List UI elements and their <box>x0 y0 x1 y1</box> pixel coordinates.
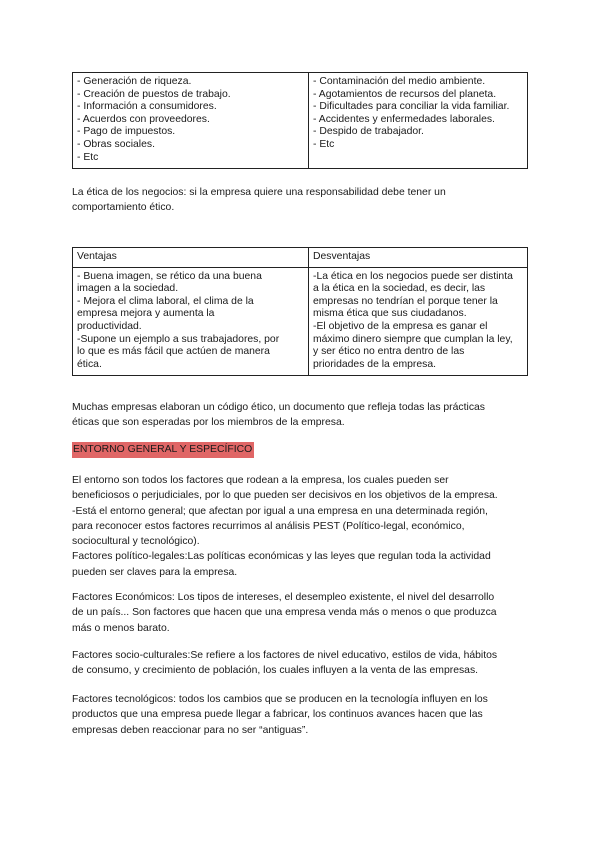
environment-paragraph <box>72 473 532 580</box>
text-line: empresa mejora y aumenta la <box>77 308 215 320</box>
text-line: -Supone un ejemplo a sus trabajadores, por <box>77 333 280 345</box>
text-line: empresas no tendrían el porque tener la <box>313 295 498 307</box>
text-line: empresas deben reaccionar para no ser “antiguas”. <box>72 724 309 736</box>
text-line: sociocultural y tecnológico). <box>72 536 200 548</box>
text-line: ética. <box>77 358 102 370</box>
text-line: pueden ser claves para la empresa. <box>72 566 238 578</box>
text-line: comportamiento ético. <box>72 202 175 214</box>
text-line: - Buena imagen, se rético da una buena <box>77 270 262 282</box>
negative-impacts-cell <box>309 73 528 169</box>
disadvantages-cell <box>309 267 528 376</box>
list-item: - Contaminación del medio ambiente. <box>313 76 486 87</box>
text-line: éticas que son esperadas por los miembros de la empresa. <box>72 417 345 429</box>
text-line: -Está el entorno general; que afectan por igual a una empresa en una determinada región, <box>72 505 488 517</box>
list-item: - Generación de riqueza. <box>77 76 192 87</box>
ethics-paragraph <box>72 185 532 216</box>
section-heading: ENTORNO GENERAL Y ESPECÍFICO <box>72 442 254 458</box>
sociocultural-factors-paragraph <box>72 648 532 679</box>
text-line: imagen a la sociedad. <box>77 283 179 295</box>
text-line: -El objetivo de la empresa es ganar el <box>313 320 488 332</box>
text-line: prioridades de la empresa. <box>313 358 437 370</box>
text-line: lo que es más fácil que actúen de manera <box>77 346 270 358</box>
text-line: a la ética en la sociedad, es decir, las <box>313 283 486 295</box>
table-header-row <box>73 248 528 268</box>
text-line: Factores político-legales:Las políticas económicas y las leyes que regulan toda la actividad <box>72 551 491 563</box>
code-paragraph <box>72 400 532 431</box>
text-line: de un país... Son factores que hacen que una empresa venda más o menos o que produzca <box>72 607 497 619</box>
text-line: misma ética que sus ciudadanos. <box>313 308 467 320</box>
economic-factors-paragraph <box>72 590 532 636</box>
text-line: Factores socio-culturales:Se refiere a los factores de nivel educativo, estilos de vida, hábitos <box>72 650 498 661</box>
text-line: Factores tecnológicos: todos los cambios que se producen en la tecnología influyen en los <box>72 694 488 705</box>
text-line: y ser ético no entra dentro de las <box>313 346 465 358</box>
text-line: La ética de los negocios: si la empresa quiere una responsabilidad debe tener un <box>72 187 446 198</box>
list-item: - Agotamientos de recursos del planeta. <box>313 88 497 100</box>
text-line: de consumo, y crecimiento de población, los cuales influyen a la venta de las empresas. <box>72 665 479 677</box>
list-item: - Etc <box>313 138 335 150</box>
impacts-table <box>72 72 528 169</box>
text-line: para reconocer estos factores recurrimos al análisis PEST (Político-legal, económico, <box>72 520 465 532</box>
table-row <box>73 267 528 376</box>
list-item: - Etc <box>77 151 99 163</box>
list-item: - Despido de trabajador. <box>313 126 424 138</box>
header-disadvantages: Desventajas <box>309 248 528 268</box>
list-item: - Obras sociales. <box>77 138 155 150</box>
text-line: El entorno son todos los factores que rodean a la empresa, los cuales pueden ser <box>72 475 449 486</box>
table-row <box>73 73 528 169</box>
list-item: - Dificultades para conciliar la vida familiar. <box>313 101 510 113</box>
list-item: - Pago de impuestos. <box>77 126 176 138</box>
text-line: productividad. <box>77 320 142 332</box>
text-line: beneficiosos o perjudiciales, por lo que pueden ser decisivos en los objetivos de la empresa. <box>72 490 498 502</box>
text-line: - Mejora el clima laboral, el clima de la <box>77 295 254 307</box>
positive-impacts-cell <box>73 73 309 169</box>
advantages-cell <box>73 267 309 376</box>
text-line: Muchas empresas elaboran un código ético, un documento que refleja todas las prácticas <box>72 402 485 413</box>
text-line: Factores Económicos: Los tipos de intereses, el desempleo existente, el nivel del desarrollo <box>72 592 495 603</box>
pros-cons-table <box>72 247 528 376</box>
text-line: más o menos barato. <box>72 622 170 634</box>
list-item: - Creación de puestos de trabajo. <box>77 88 231 100</box>
text-line: -La ética en los negocios puede ser distinta <box>313 270 513 282</box>
header-advantages: Ventajas <box>73 248 309 268</box>
list-item: - Accidentes y enfermedades laborales. <box>313 113 495 125</box>
text-line: máximo dinero siempre que cumplan la ley, <box>313 333 513 345</box>
text-line: productos que una empresa puede llegar a fabricar, los continuos avances hacen que las <box>72 709 483 721</box>
list-item: - Información a consumidores. <box>77 101 217 113</box>
list-item: - Acuerdos con proveedores. <box>77 113 210 125</box>
technological-factors-paragraph <box>72 692 532 738</box>
